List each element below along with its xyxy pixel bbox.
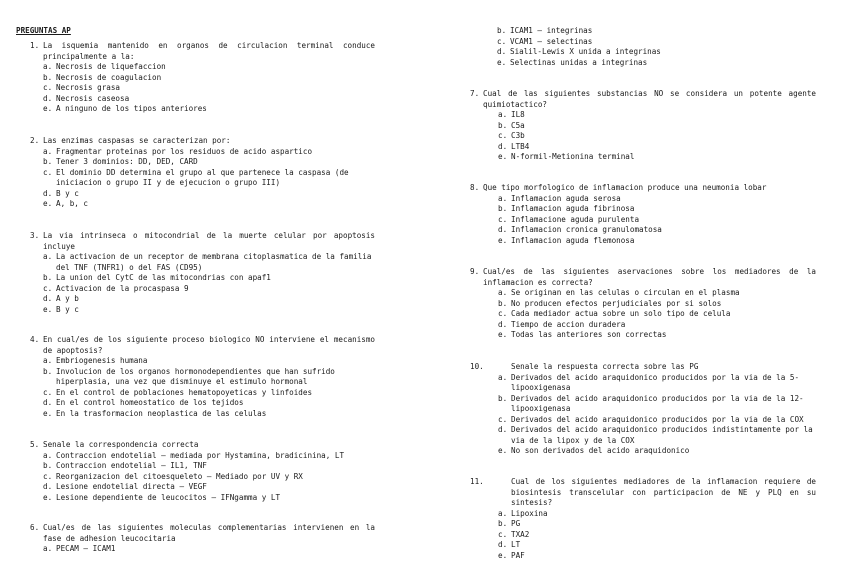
option-text: C3b: [511, 131, 525, 140]
option-c: [497, 37, 817, 48]
option-list: [498, 288, 816, 341]
option-letter: c.: [498, 414, 508, 424]
option-letter: d.: [43, 482, 53, 491]
option-text: Inflamacione aguda purulenta: [511, 214, 640, 224]
option-letter: a.: [498, 508, 508, 518]
option-letter: d.: [498, 319, 508, 329]
option-e: [43, 409, 375, 420]
option-letter: a.: [43, 146, 53, 156]
option-e: [498, 330, 816, 341]
option-list: [498, 110, 816, 163]
option-letter: e.: [43, 408, 53, 418]
option-b: [43, 461, 375, 472]
option-c: [43, 284, 375, 295]
option-letter: d.: [43, 398, 53, 407]
option-text: No son derivados del acido araquidonico: [511, 446, 690, 455]
option-text: Inflamacion aguda serosa: [511, 193, 621, 203]
option-letter: b.: [43, 461, 53, 470]
option-text: Fragmentar proteinas por los residuos de acido aspartico: [56, 146, 313, 156]
option-letter: c.: [498, 309, 508, 318]
option-c: [498, 215, 816, 226]
option-list: [43, 252, 375, 315]
option-text: TXA2: [511, 529, 530, 539]
option-text: Derivados del acido araquidonico producidos por la via de la COX: [511, 414, 804, 424]
option-text: Contraccion endotelial – IL1, TNF: [56, 461, 207, 470]
option-a: [43, 544, 375, 555]
option-text: Contraccion endotelial – mediada por Hystamina, bradicinina, LT: [56, 450, 345, 460]
option-e: [498, 236, 816, 247]
option-letter: c.: [498, 529, 508, 539]
question-2: [30, 136, 375, 210]
option-text: Lipoxina: [511, 508, 548, 518]
question-text: Senale la respuesta correcta sobre las PG: [511, 362, 699, 371]
option-d: [498, 320, 816, 331]
option-c: [43, 472, 375, 483]
option-letter: a.: [43, 252, 53, 261]
option-list: [498, 194, 816, 247]
option-d: [498, 142, 816, 153]
question-stem: [30, 41, 375, 62]
option-text: Sialil-Lewis X unida a integrinas: [510, 47, 661, 56]
option-letter: d.: [43, 294, 53, 303]
option-list: [498, 373, 816, 457]
option-text: A y b: [56, 294, 79, 303]
question-1: [30, 41, 375, 115]
option-letter: c.: [43, 471, 53, 481]
option-text: Activacion de la procaspasa 9: [56, 283, 189, 293]
option-letter: e.: [498, 550, 508, 560]
option-list: [43, 147, 375, 210]
option-text: PG: [511, 519, 521, 528]
option-letter: b.: [43, 157, 53, 166]
question-number: 3.: [30, 231, 40, 240]
option-d: [43, 294, 375, 305]
option-text: LT: [511, 540, 521, 549]
option-b: [43, 367, 375, 388]
question-text: La isquemia mantenido en organos de circulacion terminal conduce principalmente a la:: [43, 41, 375, 61]
option-text: La activacion de un receptor de membrana citoplasmatica de la familia del TNF (TNFR1) o del FAS (CD95): [56, 252, 372, 272]
option-letter: b.: [43, 72, 53, 82]
option-text: B y c: [56, 188, 79, 198]
option-letter: c.: [43, 283, 53, 293]
option-e: [498, 152, 816, 163]
question-3: [30, 231, 375, 315]
question-number: 8.: [470, 183, 480, 192]
question-stem: [30, 523, 375, 544]
option-text: No producen efectos perjudiciales por si solos: [511, 298, 722, 308]
option-letter: e.: [43, 104, 53, 113]
option-text: Necrosis grasa: [56, 83, 121, 92]
question-6: [30, 523, 375, 555]
option-e: [498, 551, 816, 562]
question-text: Senale la correspondencia correcta: [43, 440, 199, 449]
option-text: Cada mediador actua sobre un solo tipo de celula: [511, 309, 731, 318]
option-b: [498, 394, 816, 415]
option-letter: c.: [43, 167, 53, 177]
question-number: 9.: [470, 267, 480, 276]
option-text: ICAM1 – integrinas: [510, 26, 593, 35]
option-b: [498, 519, 816, 530]
option-letter: b.: [43, 366, 53, 376]
option-text: Derivados del acido araquidonico producidos indistintamente por la via de la lipox y de la COX: [511, 425, 813, 445]
question-5: [30, 440, 375, 503]
option-letter: a.: [43, 356, 53, 365]
question-stem: [30, 136, 375, 147]
option-a: [498, 288, 816, 299]
option-letter: e.: [43, 199, 53, 208]
option-a: [43, 252, 375, 273]
question-stem: [30, 335, 375, 356]
question-number: 1.: [30, 41, 40, 50]
option-letter: c.: [498, 214, 508, 224]
question-number: 6.: [30, 523, 40, 532]
option-d: [43, 482, 375, 493]
question-stem: [470, 89, 816, 110]
question-8: [470, 183, 816, 246]
option-c: [498, 131, 816, 142]
option-list: [498, 509, 816, 562]
option-letter: a.: [498, 288, 508, 297]
option-text: LTB4: [511, 141, 530, 151]
option-letter: e.: [497, 57, 507, 67]
option-letter: a.: [498, 372, 508, 382]
option-text: Involucion de los organos hormonodependientes que han sufrido hiperplasia, una vez que disminuye el estimulo hormonal: [56, 366, 335, 386]
option-c: [498, 309, 816, 320]
option-text: PECAM – ICAM1: [56, 544, 116, 553]
option-a: [498, 373, 816, 394]
option-d: [498, 225, 816, 236]
option-e: [43, 493, 375, 504]
question-10: [470, 362, 816, 457]
option-letter: a.: [43, 450, 53, 460]
option-letter: e.: [498, 152, 508, 161]
question-stem: [470, 267, 816, 288]
question-text: En cual/es de los siguiente proceso biologico NO interviene el mecanismo de apoptosis?: [43, 335, 375, 355]
option-letter: b.: [498, 393, 508, 403]
option-text: Inflamacion aguda flemonosa: [511, 235, 635, 245]
option-letter: d.: [43, 188, 53, 198]
question-4: [30, 335, 375, 419]
option-letter: a.: [43, 62, 53, 71]
option-text: Embriogenesis humana: [56, 356, 148, 365]
option-c: [498, 415, 816, 426]
option-letter: e.: [43, 492, 53, 502]
option-text: En el control de poblaciones hematopoyeticas y linfoides: [56, 387, 313, 397]
option-text: Todas las anteriores son correctas: [511, 330, 667, 339]
option-text: Necrosis de liquefaccion: [56, 62, 166, 71]
option-b: [498, 299, 816, 310]
option-d: [498, 425, 816, 446]
option-letter: e.: [43, 304, 53, 314]
option-text: B y c: [56, 304, 79, 314]
option-letter: b.: [498, 204, 508, 213]
option-letter: e.: [498, 446, 508, 455]
option-e: [43, 305, 375, 316]
option-text: IL8: [511, 110, 525, 119]
option-b: [498, 121, 816, 132]
option-b: [497, 26, 817, 37]
option-letter: c.: [498, 131, 508, 140]
option-text: El dominio DD determina el grupo al que partenece la caspasa (de iniciacion o grupo II y de ejecucion o grupo III): [56, 167, 349, 187]
option-c: [43, 168, 375, 189]
option-letter: d.: [43, 93, 53, 103]
option-letter: a.: [498, 110, 508, 119]
option-text: En el control homeostatico de los tejidos: [56, 398, 244, 407]
question-number: 7.: [470, 89, 480, 98]
option-a: [498, 194, 816, 205]
option-text: Derivados del acido araquidonico producidos por la via de la 5-lipooxigenasa: [511, 372, 800, 392]
option-list: [497, 26, 817, 68]
question-stem: [470, 477, 816, 509]
option-letter: d.: [498, 425, 508, 434]
question-text: Cual de los siguientes mediadores de la inflamacion requiere de biosintesis transcelular con participacion de NE y PLQ en su sintesis?: [511, 477, 816, 507]
option-b: [498, 204, 816, 215]
option-letter: e.: [498, 330, 508, 339]
question-stem: [470, 183, 816, 194]
option-text: Tener 3 dominios: DD, DED, CARD: [56, 157, 198, 166]
option-list: [43, 62, 375, 115]
option-c: [43, 388, 375, 399]
option-a: [43, 356, 375, 367]
option-letter: b.: [498, 519, 508, 528]
option-text: Selectinas unidas a integrinas: [510, 57, 648, 67]
option-text: Derivados del acido araquidonico producidos por la via de la 12-lipooxigenasa: [511, 393, 804, 413]
option-text: Se originan en las celulas o circulan en el plasma: [511, 288, 740, 297]
option-a: [43, 451, 375, 462]
question-9: [470, 267, 816, 341]
question-text: Las enzimas caspasas se caracterizan por:: [43, 136, 231, 145]
option-letter: b.: [497, 26, 507, 35]
document-title: PREGUNTAS AP: [16, 26, 71, 35]
option-e: [43, 104, 375, 115]
question-number: 11.: [470, 477, 484, 486]
option-d: [43, 94, 375, 105]
question-stem: [30, 231, 375, 252]
option-text: C5a: [511, 120, 525, 130]
option-e: [497, 58, 817, 69]
question-number: 5.: [30, 440, 40, 449]
option-text: PAF: [511, 550, 525, 560]
option-b: [43, 273, 375, 284]
option-e: [498, 446, 816, 457]
option-text: VCAM1 – selectinas: [510, 36, 593, 46]
option-b: [43, 73, 375, 84]
option-d: [498, 540, 816, 551]
option-text: A ninguno de los tipos anteriores: [56, 104, 207, 113]
option-letter: d.: [498, 225, 508, 234]
option-text: Inflamacion cronica granulomatosa: [511, 225, 662, 234]
option-d: [43, 398, 375, 409]
question-stem: [470, 362, 816, 373]
option-letter: c.: [497, 36, 507, 46]
option-letter: e.: [498, 235, 508, 245]
option-list: [43, 451, 375, 504]
option-a: [498, 110, 816, 121]
option-text: La union del CytC de las mitocondrias con apaf1: [56, 273, 271, 282]
question-text: La via intrinseca o mitocondrial de la muerte celular por apoptosis incluye: [43, 231, 375, 251]
option-text: Inflamacion aguda fibrinosa: [511, 204, 635, 213]
option-letter: b.: [498, 120, 508, 130]
question-number: 10.: [470, 362, 484, 371]
option-a: [43, 147, 375, 158]
option-c: [498, 530, 816, 541]
question-6-continued: [497, 26, 817, 68]
option-list: [43, 356, 375, 419]
question-text: Cual de las siguientes substancias NO se considera un potente agente quimiotactico?: [483, 89, 816, 109]
option-letter: b.: [43, 273, 53, 282]
option-letter: d.: [498, 540, 508, 549]
option-e: [43, 199, 375, 210]
question-11: [470, 477, 816, 561]
option-text: Lesione endotelial directa – VEGF: [56, 482, 207, 491]
question-7: [470, 89, 816, 163]
option-b: [43, 157, 375, 168]
question-stem: [30, 440, 375, 451]
option-text: Reorganizacion del citoesqueleto – Mediado por UV y RX: [56, 471, 303, 481]
option-text: En la trasformacion neoplastica de las celulas: [56, 408, 267, 418]
option-c: [43, 83, 375, 94]
option-text: Necrosis caseosa: [56, 93, 130, 103]
question-number: 4.: [30, 335, 40, 344]
option-d: [497, 47, 817, 58]
option-a: [43, 62, 375, 73]
option-d: [43, 189, 375, 200]
option-letter: d.: [497, 47, 507, 56]
question-number: 2.: [30, 136, 40, 145]
question-text: Cual/es de las siguientes moleculas complementarias intervienen en la fase de adhesion leucocitaria: [43, 523, 375, 543]
question-text: Cual/es de las siguientes aservaciones sobre los mediadores de la inflamacion es correcta?: [483, 267, 816, 287]
option-letter: a.: [498, 193, 508, 203]
option-text: Tiempo de accion duradera: [511, 319, 626, 329]
option-list: [43, 544, 375, 555]
option-letter: c.: [43, 387, 53, 397]
option-a: [498, 509, 816, 520]
option-letter: a.: [43, 544, 53, 553]
question-text: Que tipo morfologico de inflamacion produce una neumonia lobar: [483, 183, 767, 192]
option-text: Necrosis de coagulacion: [56, 72, 162, 82]
option-letter: d.: [498, 141, 508, 151]
option-text: N-formil-Metionina terminal: [511, 152, 635, 161]
option-text: Lesione dependiente de leucocitos – IFNgamma y LT: [56, 492, 281, 502]
option-text: A, b, c: [56, 199, 89, 208]
option-letter: b.: [498, 298, 508, 308]
option-letter: c.: [43, 83, 53, 92]
